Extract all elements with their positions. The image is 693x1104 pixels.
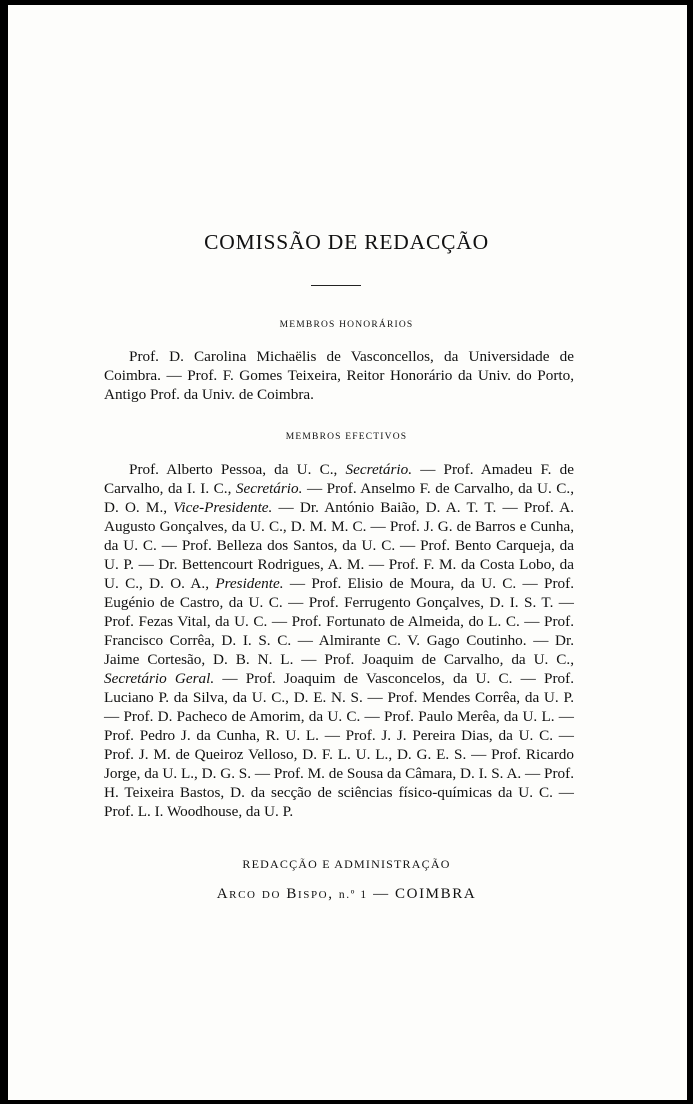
role-title: Secretário Geral.	[104, 670, 215, 687]
role-title: Secretário.	[345, 461, 413, 478]
address-sep: ,	[328, 886, 339, 902]
member-text: — Prof. Amadeu F. de Carvalho, da I. I. C.,	[104, 461, 574, 497]
address-line	[0, 886, 693, 903]
role-title: Presidente.	[215, 575, 284, 592]
efectivos-text	[104, 460, 574, 821]
member-text: — Dr. António Baião, D. A. T. T. — Prof. A. Augusto Gonçalves, da U. C., D. M. M. C. — Prof. J. G. de Barros e Cunha, da U. C. — Prof. Belleza dos Santos, da U. C. — Prof. Bento Carqueja, da U. P. — Dr. Bettencourt Rodrigues, A. M. — Prof. F. M. da Costa Lobo, da U. C., D. O. A.,	[104, 499, 574, 592]
address-number: n.º 1	[338, 889, 368, 901]
page-title: COMISSÃO DE REDACÇÃO	[204, 230, 489, 254]
honorarios-heading: MEMBROS HONORÁRIOS	[279, 320, 414, 330]
honorarios-paragraph	[104, 347, 574, 404]
address-street: Arco do Bispo	[216, 886, 329, 902]
member-text: — Prof. Joaquim de Vasconcelos, da U. C. — Prof. Luciano P. da Silva, da U. C., D. E. N. S. — Prof. Mendes Corrêa, da U. P. — Prof. D. Pacheco de Amorim, da U. C. — Prof. Paulo Merêa, da U. L. — Prof. Pedro J. da Cunha, R. U. L. — Prof. J. J. Pereira Dias, da U. C. — Prof. J. M. de Queiroz Velloso, D. F. L. U. L., D. G. E. S. — Prof. Ricardo Jorge, da U. L., D. G. S. — Prof. M. de Sousa da Câmara, D. I. S. A. — Prof. H. Teixeira Bastos, D. da secção de sciências físico-químicas da U. C. — Prof. L. I. Woodhouse, da U. P.	[104, 670, 574, 820]
redaccao-heading: REDACÇÃO E ADMINISTRAÇÃO	[242, 857, 451, 871]
title-rule	[311, 285, 361, 286]
member-text: — Prof. Elisio de Moura, da U. C. — Prof. Eugénio de Castro, da U. C. — Prof. Ferrugento Gonçalves, D. I. S. T. — Prof. Fezas Vital, da U. C. — Prof. Fortunato de Almeida, do L. C. — Prof. Francisco Corrêa, D. I. S. C. — Almirante C. V. Gago Coutinho. — Dr. Jaime Cortesão, D. B. N. L. — Prof. Joaquim de Carvalho, da U. C.,	[104, 575, 574, 668]
role-title: Vice-Presidente.	[173, 499, 273, 516]
member-text: — Prof. Anselmo F. de Carvalho, da U. C., D. O. M.,	[104, 480, 574, 516]
role-title: Secretário.	[235, 480, 303, 497]
honorarios-text: Prof. D. Carolina Michaëlis de Vasconcellos, da Universidade de Coimbra. — Prof. F. Gomes Teixeira, Reitor Honorário da Univ. do Porto, Antigo Prof. da Univ. de Coimbra.	[104, 348, 574, 403]
address-city: — COIMBRA	[367, 886, 477, 902]
efectivos-paragraph	[104, 460, 574, 821]
efectivos-heading: MEMBROS EFECTIVOS	[285, 432, 408, 442]
member-text: Prof. Alberto Pessoa, da U. C.,	[129, 461, 346, 478]
